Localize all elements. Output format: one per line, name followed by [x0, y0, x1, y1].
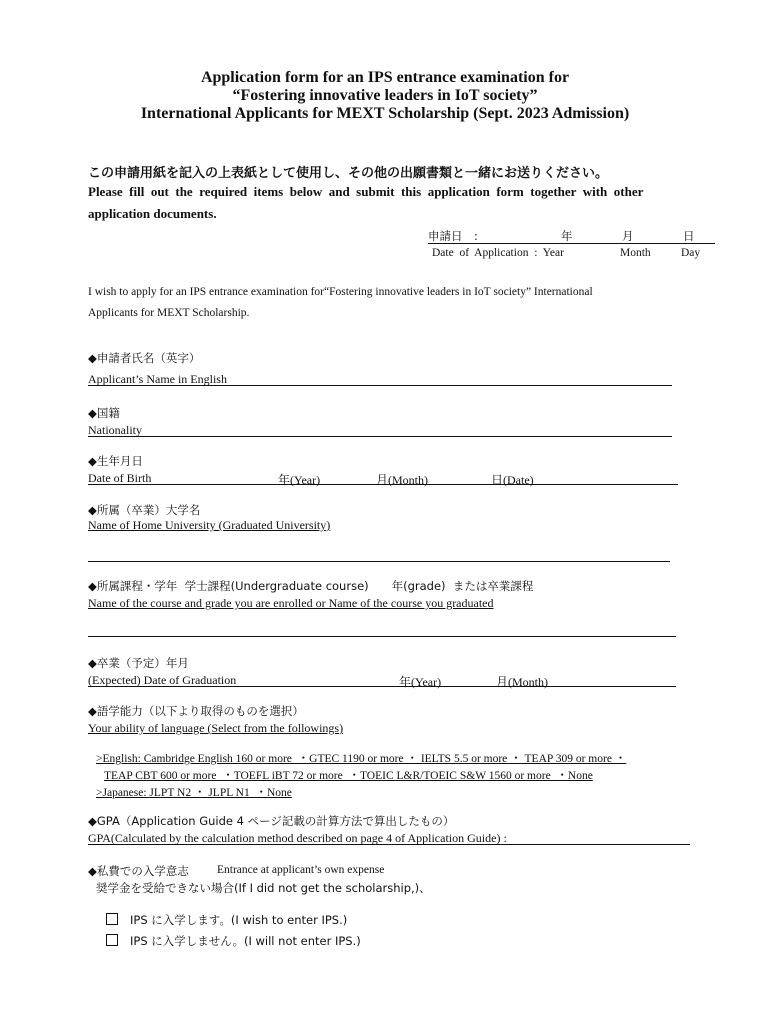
name-label-jp: ◆申請者氏名（英字） — [88, 351, 201, 365]
checkbox-enter-ips[interactable] — [106, 913, 118, 925]
graduation-month-label: 月(Month) — [496, 675, 548, 689]
gpa-field[interactable] — [88, 844, 690, 845]
checkbox-not-enter-ips[interactable] — [106, 934, 118, 946]
expense-label-jp: ◆私費での入学意志 — [88, 864, 189, 878]
graduation-label-en: (Expected) Date of Graduation — [88, 673, 237, 687]
language-option-english: >English: Cambridge English 160 or more ・GTEC 1190 or more ・ IELTS 5.5 or more ・ TEAP 309 or more ・ — [96, 753, 627, 765]
course-field[interactable] — [88, 636, 676, 637]
application-date-jp-label: 申請日 : — [428, 229, 478, 243]
language-option-japanese: >Japanese: JLPT N2 ・ JLPL N1 ・None — [96, 787, 292, 799]
birth-field[interactable] — [88, 484, 678, 485]
instruction-en-line1: Please fill out the required items below and submit this application form together with other — [88, 184, 644, 199]
birth-label-en: Date of Birth — [88, 471, 152, 485]
expense-option-yes[interactable] — [106, 911, 347, 929]
university-label-jp: ◆所属（卒業）大学名 — [88, 503, 201, 517]
nationality-field[interactable] — [88, 436, 672, 437]
expense-option-no-label: IPS に入学しません。(I will not enter IPS.) — [130, 934, 361, 948]
form-title-line1: Application form for an IPS entrance examination for — [200, 69, 570, 86]
intro-line1: I wish to apply for an IPS entrance examination for“Fostering innovative leaders in IoT society” International — [88, 286, 593, 298]
form-title-line2: “Fostering innovative leaders in IoT society” — [232, 87, 538, 104]
birth-month-label: 月(Month) — [376, 473, 428, 487]
intro-line2: Applicants for MEXT Scholarship. — [88, 307, 250, 319]
gpa-label-en: GPA(Calculated by the calculation method described on page 4 of Application Guide) : — [88, 831, 507, 845]
application-date-jp-year: 年 — [561, 229, 573, 243]
graduation-label-jp: ◆卒業（予定）年月 — [88, 656, 189, 670]
university-label-en: Name of Home University (Graduated University) — [88, 518, 331, 532]
language-option-english-cont: TEAP CBT 600 or more ・TOEFL iBT 72 or more ・TOEIC L&R/TOEIC S&W 1560 or more ・None — [104, 770, 593, 782]
language-label-jp: ◆語学能力（以下より取得のものを選択） — [88, 704, 304, 718]
instruction-jp: この申請用紙を記入の上表紙として使用し、その他の出願書類と一緒にお送りください。 — [88, 166, 609, 181]
graduation-year-label: 年(Year) — [399, 675, 442, 689]
name-label-en: Applicant’s Name in English — [88, 372, 227, 386]
expense-option-no[interactable] — [106, 932, 361, 950]
expense-label-en: Entrance at applicant’s own expense — [217, 864, 385, 876]
instruction-en-line2: application documents. — [88, 206, 217, 221]
course-label-en: Name of the course and grade you are enrolled or Name of the course you graduated — [88, 596, 494, 610]
application-date-en-month: Month — [620, 247, 651, 259]
birth-date-label: 日(Date) — [491, 473, 534, 487]
application-date-jp-day: 日 — [683, 229, 695, 243]
application-date-line[interactable] — [428, 243, 715, 244]
expense-sub-label: 奨学金を受給できない場合(If I did not get the scholarship,)、 — [96, 881, 431, 895]
gpa-label-jp: ◆GPA（Application Guide 4 ページ記載の計算方法で算出したもの） — [88, 814, 455, 828]
application-date-en-day: Day — [681, 247, 701, 259]
form-title-line3: International Applicants for MEXT Scholarship (Sept. 2023 Admission) — [140, 105, 630, 122]
nationality-label-en: Nationality — [88, 423, 142, 437]
expense-option-yes-label: IPS に入学します。(I wish to enter IPS.) — [130, 913, 348, 927]
university-field[interactable] — [88, 561, 670, 562]
name-field[interactable] — [88, 385, 672, 386]
course-label-jp: ◆所属課程・学年 学士課程(Undergraduate course) 年(grade) または卒業課程 — [88, 579, 534, 593]
nationality-label-jp: ◆国籍 — [88, 406, 120, 420]
birth-year-label: 年(Year) — [278, 473, 321, 487]
graduation-field[interactable] — [88, 686, 676, 687]
application-date-en-label: Date of Application : Year — [432, 247, 564, 259]
birth-label-jp: ◆生年月日 — [88, 454, 143, 468]
language-label-en: Your ability of language (Select from the followings) — [88, 721, 344, 735]
application-date-jp-month: 月 — [622, 229, 634, 243]
